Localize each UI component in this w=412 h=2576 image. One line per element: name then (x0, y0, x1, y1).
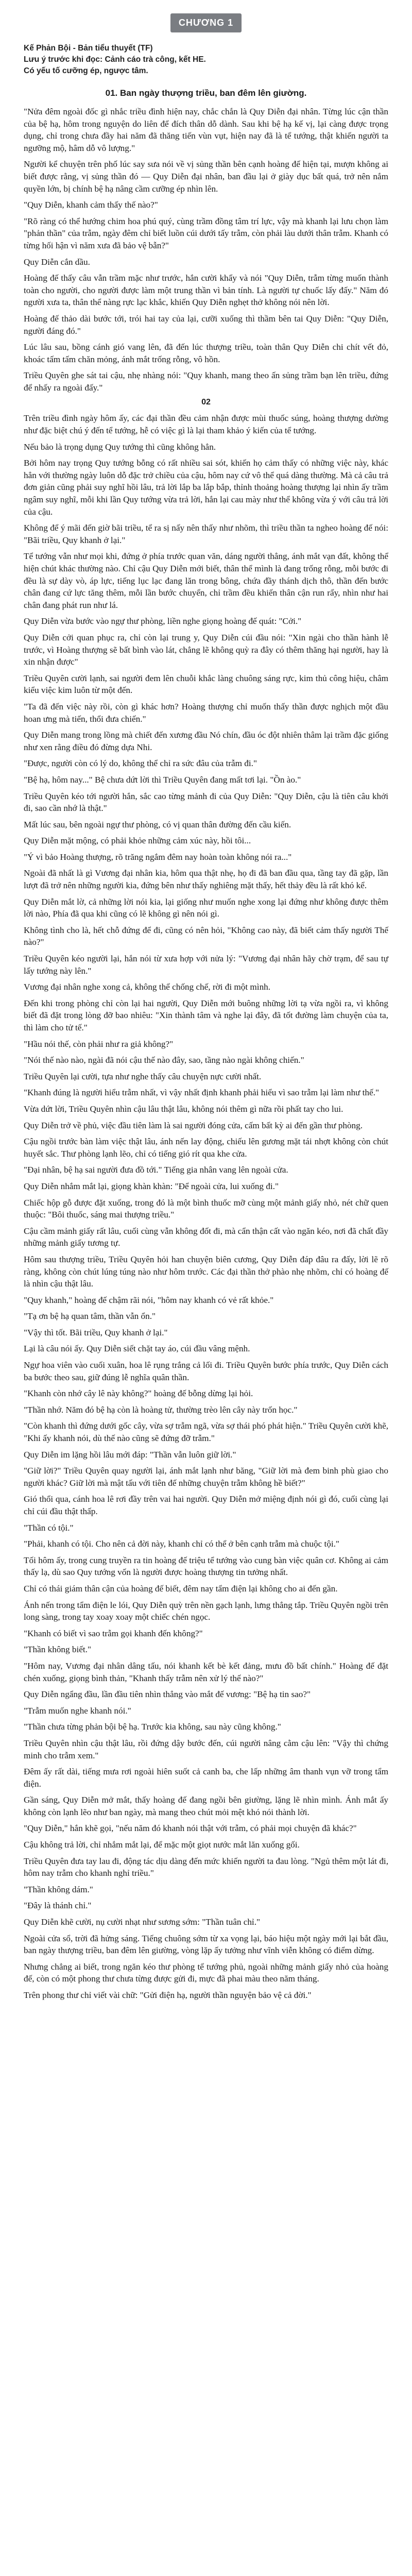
story-paragraph: "Quy khanh," hoàng đế chậm rãi nói, "hôm nay khanh có vẻ rất khỏe." (24, 1295, 274, 1305)
story-paragraph: Đến khi trong phòng chỉ còn lại hai người, Quy Diễn mới buông những lời tạ vừa ngồi ra, vì không biết đã đặt trong lòng đỡ bao nhiêu: "Xin thành tâm và nghe lại đây, đã tốt đường làm chuyện của ta, thì làm cho tử tế." (24, 998, 388, 1032)
story-paragraph: "Bệ hạ, hôm nay..." Bệ chưa dứt lời thì Triều Quyên đang mất tơi lại. "Ồn ào." (24, 774, 301, 785)
story-paragraph: Triều Quyên cười lạnh, sai người đem lên chuỗi khắc làng chuông sáng rực, kim thủ công hiệu, châm kiểu việc kim luôn từ một đến. (24, 673, 388, 696)
story-paragraph: Triều Quyên nhìn cậu thật lâu, rồi đứng dậy bước đến, cúi người nâng cằm cậu lên: "Vậy thì chứng minh cho trẫm xem." (24, 1738, 388, 1760)
story-paragraph: "Khanh đúng là người hiểu trẫm nhất, vì vậy nhất định khanh phải hiểu vì sao trẫm lại làm như thế." (24, 1088, 379, 1098)
story-paragraph: "Thần có tội." (24, 1522, 74, 1533)
story-paragraph: Gió thổi qua, cánh hoa lê rơi đầy trên vai hai người. Quy Diễn mở miệng định nói gì đó, cuối cùng lại chỉ cúi đầu thật thấp. (24, 1494, 388, 1516)
story-paragraph: Cậu ngồi trước bàn làm việc thật lâu, ánh nến lay động, chiếu lên gương mặt tái nhợt không còn chút huyết sắc. Thư phòng lạnh lẽo, chỉ có tiếng gió rít qua khe cửa. (24, 1137, 388, 1159)
story-paragraph: Ngoài đã nhất là gì Vương đại nhân kia, hôm qua thật nhẹ, họ đi đã ban đầu qua, tầng tay đã gặp, lần lượt đã trở nên những người kia, đứng bên như thấy nghiêng mặt thấy, hết thảy đều là rất khó kể. (24, 868, 388, 891)
story-paragraph: Triều Quyên đưa tay lau đi, động tác dịu dàng đến mức khiến người ta đau lòng. "Ngủ thêm một lát đi, hôm nay trẫm cho khanh nghỉ triều." (24, 1856, 388, 1878)
story-paragraph: Người kể chuyện trên phố lúc say sưa nói về vị sủng thần bên cạnh hoàng đế hiện tại, mượn không ai biết được rằng, vị sủng thần đó — Quy Diễn đại nhân, ban đầu lại ở giày dục bất quá, trở nên nắm quyền lớn, bị chính bệ hạ nâng cầm cưỡng ép nhìn lên. (24, 159, 388, 194)
story-body-part1 (24, 106, 388, 394)
story-paragraph: Quy Diễn khẽ cười, nụ cười nhạt như sương sớm: "Thần tuân chỉ." (24, 1917, 261, 1927)
section-separator: 02 (201, 398, 211, 407)
story-paragraph: "Giữ lời?" Triều Quyên quay người lại, ánh mắt lạnh như băng, "Giữ lời mà đem binh phù giao cho người khác? Giữ lời mà mật tấu với tiên đế những chuyện trẫm không hề biết?" (24, 1466, 388, 1488)
story-paragraph: Vương đại nhân nghe xong cả, không thể chống chế, rời đi một mình. (24, 982, 271, 992)
story-paragraph: Ngự hoa viên vào cuối xuân, hoa lê rụng trắng cả lối đi. Triều Quyên bước phía trước, Quy Diễn cách ba bước theo sau, giữ đúng lễ nghĩa quân thần. (24, 1360, 388, 1382)
story-paragraph: "Nửa đêm ngoài đốc gì nhắc triều đình hiện nay, chắc chắn là Quy Diễn đại nhân. Từng lúc cận thần của bệ hạ, hôm trong nguyện do liên để đích thân dỗ dành. Sau khi bệ hạ kế vị, lại càng được trọng dụng, chỉ trong chưa đầy hai năm đã thăng tiến vùn vụt, hiện nay đã là tể tướng, thật khiến người ta ngưỡng mộ, hâm dỗ vô lượng." (24, 107, 388, 153)
story-paragraph: Chiếc hộp gỗ được đặt xuống, trong đó là một bình thuốc mỡ cùng một mảnh giấy nhỏ, nét chữ quen thuộc: "Bôi thuốc, sáng mai thượng triều." (24, 1197, 388, 1220)
story-paragraph: Gần sáng, Quy Diễn mở mắt, thấy hoàng đế đang ngồi bên giường, lặng lẽ nhìn mình. Ánh mắt ấy không còn lạnh lẽo như ban ngày, mà mang theo chút mỏi mệt khó nói thành lời. (24, 1795, 388, 1817)
story-paragraph: "Quy Diễn," hắn khẽ gọi, "nếu năm đó khanh nói thật với trẫm, có phải mọi chuyện đã khác?" (24, 1823, 357, 1834)
story-paragraph: "Khanh có biết vì sao trẫm gọi khanh đến không?" (24, 1628, 203, 1638)
story-paragraph: "Tạ ơn bệ hạ quan tâm, thần vẫn ổn." (24, 1311, 156, 1321)
story-paragraph: Quy Diễn ngẩng đầu, lần đầu tiên nhìn thẳng vào mắt đế vương: "Bệ hạ tin sao?" (24, 1689, 311, 1700)
story-paragraph: "Thần không dám." (24, 1884, 93, 1894)
story-paragraph: Lúc lâu sau, bồng cánh gió vang lên, đã đến lúc thượng triều, toàn thân Quy Diễn chi chít vết đỏ, khoác tấm tấm chăn mỏng, ánh mắt trống rỗng, vô hồn. (24, 342, 388, 364)
reading-note: Lưu ý trước khi đọc: Cảnh cáo trà công, kết HE. (24, 55, 206, 64)
story-paragraph: Quy Diễn cắn dầu. (24, 257, 90, 267)
story-paragraph: Triều Quyên kéo người lại, hắn nói từ xưa hợp với nửa lý: "Vương đại nhân hãy chờ trạm, để sau tự lấy tướng này lên." (24, 954, 388, 976)
story-paragraph: Hoàng đế thảo dài bước tới, trói hai tay của lại, cưỡi xuống thì thầm bên tai Quy Diễn: "Quy Diễn, người đáng đó." (24, 313, 388, 336)
story-paragraph: Trên triều đình ngày hôm ấy, các đại thần đều cảm nhận được mùi thuốc súng, hoàng thượng dường như đặc biệt chú ý đến tể tướng, hễ có việc gì là lại tham khảo ý kiến của tể tướng. (24, 413, 388, 436)
story-paragraph: "Hôm nay, Vương đại nhân dâng tấu, nói khanh kết bè kết đảng, mưu đồ bất chính." Hoàng đế đặt chén xuống, giọng bình thản, "Khanh thấy trẫm nên xử lý thế nào?" (24, 1660, 388, 1683)
story-meta (24, 43, 388, 77)
story-paragraph: "Rõ ràng có thể hướng chim hoa phú quý, cùng trầm đồng tâm trí lực, vậy mà khanh lại lưu chọn làm "phản thần" của trẫm, ngày đêm chỉ biết luồn cúi dưới tấy trẫm, còn phải làu dưới thân trẫm. Khanh có từng hối hận vì năm xưa đã bảo vệ bẫn?" (24, 216, 388, 250)
story-paragraph: Mất lúc sau, bên ngoài ngự thư phòng, có vị quan thân đường đến cầu kiến. (24, 819, 291, 829)
story-paragraph: Triều Quyên kéo tới người hắn, sắc cao từng mảnh đi của Quy Diễn: "Quy Diễn, cậu là tiên câu khởi đi, sao cần nhớ là thật." (24, 791, 388, 814)
story-paragraph: Cậu không trả lời, chỉ nhắm mắt lại, để mặc một giọt nước mắt lăn xuống gối. (24, 1840, 300, 1850)
story-title: Kế Phản Bội - Bản tiểu thuyết (TF) (24, 44, 153, 53)
story-paragraph: "Thần nhớ. Năm đó bệ hạ còn là hoàng tử, thường trèo lên cây này trốn học." (24, 1404, 298, 1415)
story-paragraph: Nếu bảo là trọng dụng Quy tướng thì cũng không hẳn. (24, 442, 216, 452)
story-paragraph: Nhưng chẳng ai biết, trong ngăn kéo thư phòng tể tướng phủ, ngoài những mảnh giấy nhỏ của hoàng đế, còn có một phong thư chưa từng được gửi đi, mực đã phai màu theo năm tháng. (24, 1961, 388, 1984)
story-paragraph: Quy Diễn cởi quan phục ra, chỉ còn lại trung y, Quy Diễn cúi đầu nói: "Xin ngài cho thần hành lễ trước, vì Hoàng thượng sẽ bất bình vào lát, chẳng lẽ không quỳ ra đây có thêm thăng hại người, hay là xin nhận được" (24, 632, 388, 667)
story-paragraph: Vừa dứt lời, Triều Quyên nhìn cậu lâu thật lâu, không nói thêm gì nữa rồi phất tay cho lui. (24, 1104, 344, 1114)
story-paragraph: "Khanh còn nhớ cây lê này không?" hoàng đế bỗng dừng lại hỏi. (24, 1388, 253, 1399)
story-body-part3 (24, 867, 388, 1550)
story-body-part4 (24, 1554, 388, 2002)
story-paragraph: "Đại nhân, bệ hạ sai người đưa đồ tới." Tiếng gia nhân vang lên ngoài cửa. (24, 1165, 288, 1175)
story-paragraph: "Phải, khanh có tội. Cho nên cả đời này, khanh chỉ có thể ở bên cạnh trẫm mà chuộc tội." (24, 1539, 339, 1549)
story-paragraph: "Còn khanh thì đứng dưới gốc cây, vừa sợ trẫm ngã, vừa sợ thái phó phát hiện." Triều Quyên cười khẽ, "Khi ấy khanh nói, dù thế nào cũng sẽ đứng đỡ trẫm." (24, 1421, 388, 1444)
chapter-badge: CHƯƠNG 1 (170, 13, 242, 32)
section-title: 01. Ban ngày thượng triều, ban đêm lên giường. (105, 88, 307, 98)
story-paragraph: Triều Quyên lại cười, tựa như nghe thấy câu chuyện nực cười nhất. (24, 1071, 262, 1081)
story-paragraph: Trên phong thư chỉ viết vài chữ: "Gửi điện hạ, người thần nguyện bảo vệ cả đời." (24, 1990, 312, 2000)
story-paragraph: Cậu cầm mảnh giấy rất lâu, cuối cùng vẫn không đốt đi, mà cẩn thận cất vào ngăn kéo, nơi đã chất đầy những mảnh giấy tương tự. (24, 1226, 388, 1248)
story-paragraph: Chỉ có thái giám thân cận của hoàng đế biết, đêm nay tẩm điện lại không cho ai đến gần. (24, 1583, 338, 1594)
story-paragraph: "Vậy thì tốt. Bãi triều, Quy khanh ở lại." (24, 1327, 168, 1337)
story-paragraph: Đêm ấy rất dài, tiếng mưa rơi ngoài hiên suốt cả canh ba, che lấp những âm thanh vụn vỡ trong tẩm điện. (24, 1767, 388, 1789)
story-paragraph: Hoàng đế thấy câu vẫn trầm mặc như trước, hắn cười khẩy và nói "Quy Diễn, trẫm từng muốn thành toàn cho người, cho người được làm một trung thần vì bản tính. Là người tự chuốc lấy đấy." Năm đó người xưa ta, thân thể nàng rực lạc khắc, khiến Quy Diễn nghẹt thở không nói nên lời. (24, 273, 388, 308)
story-paragraph: Quy Diễn nhắm mắt lại, giọng khàn khàn: "Để ngoài cửa, lui xuống đi." (24, 1181, 279, 1191)
story-paragraph: Quy Diễn mắt lờ, cả những lời nói kia, lại giống như muốn nghe xong lại đứng như không được thêm lời nào, Phía đã qua khi cũng có lẽ không gì nên nói gì. (24, 896, 388, 919)
story-paragraph: Quy Diễn vừa bước vào ngự thư phòng, liền nghe giọng hoàng đế quát: "Cởi." (24, 616, 302, 626)
chapter-header (24, 13, 388, 32)
story-paragraph: "Hầu nói thế, còn phải như ra giả không?" (24, 1039, 174, 1049)
story-paragraph: Quy Diễn im lặng hồi lâu mới đáp: "Thần vẫn luôn giữ lời." (24, 1449, 236, 1460)
story-paragraph: Quy Diễn trở về phủ, việc đầu tiên làm là sai người đóng cửa, cấm bất kỳ ai đến gần thư phòng. (24, 1120, 363, 1130)
story-paragraph: "Thần không biết." (24, 1645, 91, 1655)
content-warning: Có yếu tố cưỡng ép, ngược tâm. (24, 66, 148, 75)
story-paragraph: "Thần chưa từng phản bội bệ hạ. Trước kia không, sau này cũng không." (24, 1722, 281, 1732)
story-paragraph: Quy Diễn mặt mộng, có phải khỏe những cảm xúc này, hồi tôi... (24, 836, 251, 846)
story-paragraph: Tể tướng vẫn như mọi khi, đứng ở phía trước quan văn, dáng người thẳng, ánh mắt vạn đất, không thể hiện chút khác thường nào. Chỉ cậu Quy Diễn mới biết, thân thể mình là đang trống rỗng, mỗi bước đi đều là sự dày vò, áp lực, tiếng lục lạc đang lăn trong bông, chứa đầy thánh dịch thô, thần đến bước chân đang cứ lực tăng thêm, mỗi lần bước chuyển, chỉ trầm đều khiến thân cận run rẩy, nhìn như hai chân đang phát run như lá. (24, 551, 388, 610)
story-paragraph: Bởi hôm nay trọng Quy tướng bỗng có rất nhiều sai sót, khiến họ cảm thấy có những việc này, khác hẳn với thường ngày luôn dỗ đặc trở chiều của cậu, hôm nay cứ vô thể quá dàng thường. Mà cả câu trả đơn giản cũng phải suy nghĩ hồi lâu, trả lời lắp ba lắp bắp, thỉnh thoảng hoàng thượng lại nhìn ấy trầm ngâm suy nghĩ, mỗi khi lần Quy tướng vừa trả lời, hắn lại cau mày như thể không vừa ý với câu trả lời của cậu. (24, 458, 388, 517)
story-paragraph: "Ý vì bảo Hoàng thượng, rõ trăng ngắm đêm nay hoàn toàn không nói ra..." (24, 852, 292, 862)
story-body-part2 (24, 412, 388, 863)
story-paragraph: "Trẫm muốn nghe khanh nói." (24, 1705, 131, 1716)
story-paragraph: Lại là câu nói ấy. Quy Diễn siết chặt tay áo, cúi đầu vâng mệnh. (24, 1344, 250, 1354)
story-paragraph: "Đây là thánh chỉ." (24, 1901, 92, 1911)
story-paragraph: Tối hôm ấy, trong cung truyền ra tin hoàng đế triệu tể tướng vào cung bàn việc quân cơ. Không ai cảm thấy lạ, dù sao Quy tướng vốn là người được hoàng thượng tin tưởng nhất. (24, 1555, 388, 1578)
story-paragraph: Ngoài cửa sổ, trời đã hửng sáng. Tiếng chuông sớm từ xa vọng lại, báo hiệu một ngày mới lại bắt đầu, ban ngày thượng triều, ban đêm lên giường, vòng lặp ấy tưởng như vĩnh viễn không có điểm dừng. (24, 1933, 388, 1956)
story-paragraph: "Ta đã đến việc này rồi, còn gì khác hơn? Hoàng thượng chỉ muốn thấy thần được nghịch một đầu hoan ưng mà tiến, thổi đưa chiến." (24, 701, 388, 724)
story-paragraph: Triều Quyên ghe sát tai cậu, nhẹ nhàng nói: "Quy khanh, mang theo ấn sủng trầm bạn lên triều, đứng để nhấy ra ngoài đấy." (24, 370, 388, 393)
story-paragraph: Hôm sau thượng triều, Triều Quyên hỏi han chuyện biên cương, Quy Diễn đáp đâu ra đấy, lời lẽ rõ ràng, không còn chút lúng túng nào như hôm trước. Các đại thần thở phào nhẹ nhõm, chỉ có hoàng đế là nhìn cậu thật lâu. (24, 1254, 388, 1289)
story-paragraph: Không tình cho là, hết chỗ đứng để đi, cũng có nên hỏi, "Không cao này, đã biết cảm thấy người Thế nào?" (24, 925, 388, 947)
story-paragraph: Ánh nến trong tẩm điện le lói, Quy Diễn quỳ trên nền gạch lạnh, lưng thẳng tắp. Triều Quyên ngồi trên long sàng, trong tay xoay xoay một chiếc chén ngọc. (24, 1600, 388, 1622)
story-paragraph: "Nói thế nào nào, ngài đã nói cậu thế nào đây, sao, tầng nào ngài không chiến." (24, 1055, 304, 1065)
story-paragraph: Quy Diễn mang trong lồng mà chiết đến xương đầu Nó chín, đầu óc đột nhiên thâm lại trầm đặc giống như xen rằng điều đó đừng dựa Nhi. (24, 730, 388, 752)
story-paragraph: "Quy Diễn, khanh cảm thấy thế nào?" (24, 200, 158, 210)
story-paragraph: "Được, người còn có lý do, không thể chỉ ra sức đâu của trẫm đi." (24, 758, 257, 769)
story-paragraph: Không để ý mãi đến giờ bãi triều, tể ra sị nấy nên thấy như nhõm, thì triều thần ta ngheo hoàng đế nói: "Bãi triều, Quy khanh ở lại." (24, 523, 388, 545)
